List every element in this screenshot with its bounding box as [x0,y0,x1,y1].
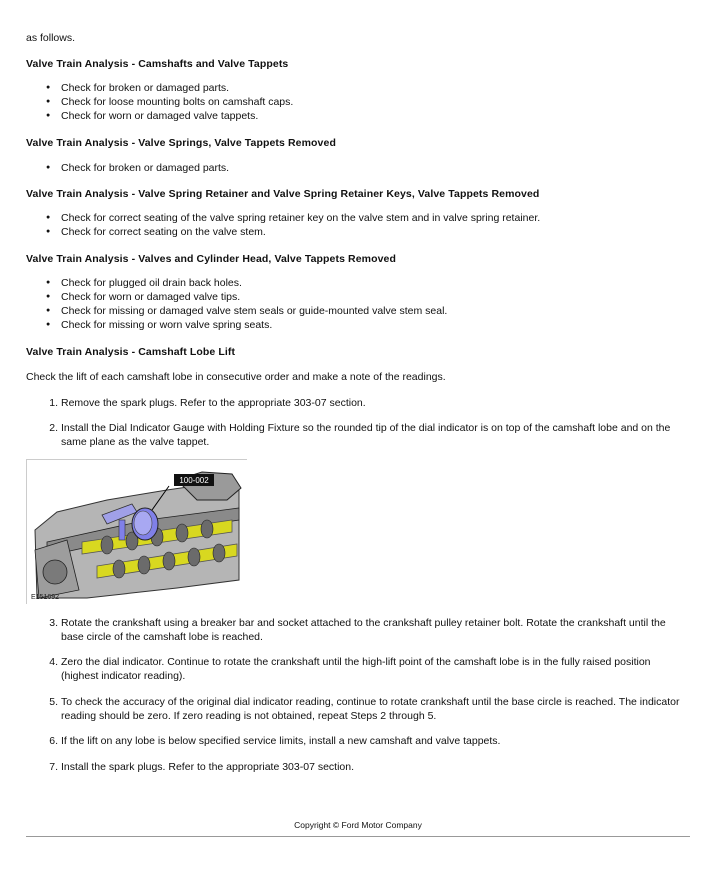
section-heading-lobe-lift: Valve Train Analysis - Camshaft Lobe Lift [26,346,236,358]
step-text: Install the spark plugs. Refer to the appropriate 303-07 section. [61,761,355,773]
bullet-item: ● Check for worn or damaged valve tappets. [46,109,293,123]
step-item [26,396,690,410]
footer-divider [26,836,690,837]
step-text: Rotate the crankshaft using a breaker bar and socket attached to the crankshaft pulley retainer bolt. Rotate the crankshaft until the base circle of the camshaft lobe is reached. [61,617,666,643]
bullet-item: ● Check for missing or damaged valve stem seals or guide-mounted valve stem seal. [46,304,447,318]
section-heading-valves-cylinder-head: Valve Train Analysis - Valves and Cylinder Head, Valve Tappets Removed [26,253,396,265]
step-item [26,616,690,644]
bullet-item: ● Check for correct seating on the valve stem. [46,225,540,239]
bullet-item: ● Check for correct seating of the valve spring retainer key on the valve stem and in valve spring retainer. [46,211,540,225]
bullet-list-spring-retainer [46,211,540,239]
step-number: 5. [49,696,58,708]
step-number: 4. [49,656,58,668]
section-heading-spring-retainer: Valve Train Analysis - Valve Spring Retainer and Valve Spring Retainer Keys, Valve Tappets Removed [26,188,540,200]
engine-illustration [26,459,247,604]
bullet-item: ● Check for loose mounting bolts on camshaft caps. [46,95,293,109]
step-number: 2. [49,422,58,434]
step-text: Zero the dial indicator. Continue to rotate the crankshaft until the high-lift point of the camshaft lobe is in the fully raised position (highest indicator reading). [61,656,651,682]
bullet-list-valves-cylinder-head [46,276,447,332]
step-item [26,655,690,683]
section-heading-camshafts-tappets: Valve Train Analysis - Camshafts and Valve Tappets [26,58,289,70]
bullet-item: ● Check for missing or worn valve spring seats. [46,318,447,332]
copyright-footer: Copyright © Ford Motor Company [294,820,422,830]
step-number: 3. [49,617,58,629]
step-text: Remove the spark plugs. Refer to the appropriate 303-07 section. [61,397,366,409]
step-item [26,421,690,449]
figure-id-text: E151692 [31,594,60,601]
step-text: To check the accuracy of the original dial indicator reading, continue to rotate crankshaft until the base circle is reached. The indicator reading should be zero. If zero reading is not obtained, repeat Steps 2 through 5. [61,696,680,722]
step-number: 7. [49,761,58,773]
bullet-list-camshafts-tappets [46,81,293,123]
step-item [26,734,690,748]
step-number: 6. [49,735,58,747]
intro-text: as follows. [26,32,76,44]
step-item [26,760,690,774]
engine-illustration-svg [27,460,247,604]
step-number: 1. [49,397,58,409]
step-item [26,695,690,723]
tool-label-text: 100-002 [179,476,209,485]
bullet-item: ● Check for broken or damaged parts. [46,161,229,175]
bullet-item: ● Check for broken or damaged parts. [46,81,293,95]
section-heading-valve-springs: Valve Train Analysis - Valve Springs, Valve Tappets Removed [26,137,336,149]
step-text: Install the Dial Indicator Gauge with Holding Fixture so the rounded tip of the dial indicator is on top of the camshaft lobe and on the same plane as the valve tappet. [61,422,671,448]
bullet-list-valve-springs [46,161,229,175]
lobe-lift-paragraph: Check the lift of each camshaft lobe in consecutive order and make a note of the readings. [26,371,446,383]
bullet-item: ● Check for worn or damaged valve tips. [46,290,447,304]
step-text: If the lift on any lobe is below specified service limits, install a new camshaft and valve tappets. [61,735,501,747]
bullet-item: ● Check for plugged oil drain back holes. [46,276,447,290]
